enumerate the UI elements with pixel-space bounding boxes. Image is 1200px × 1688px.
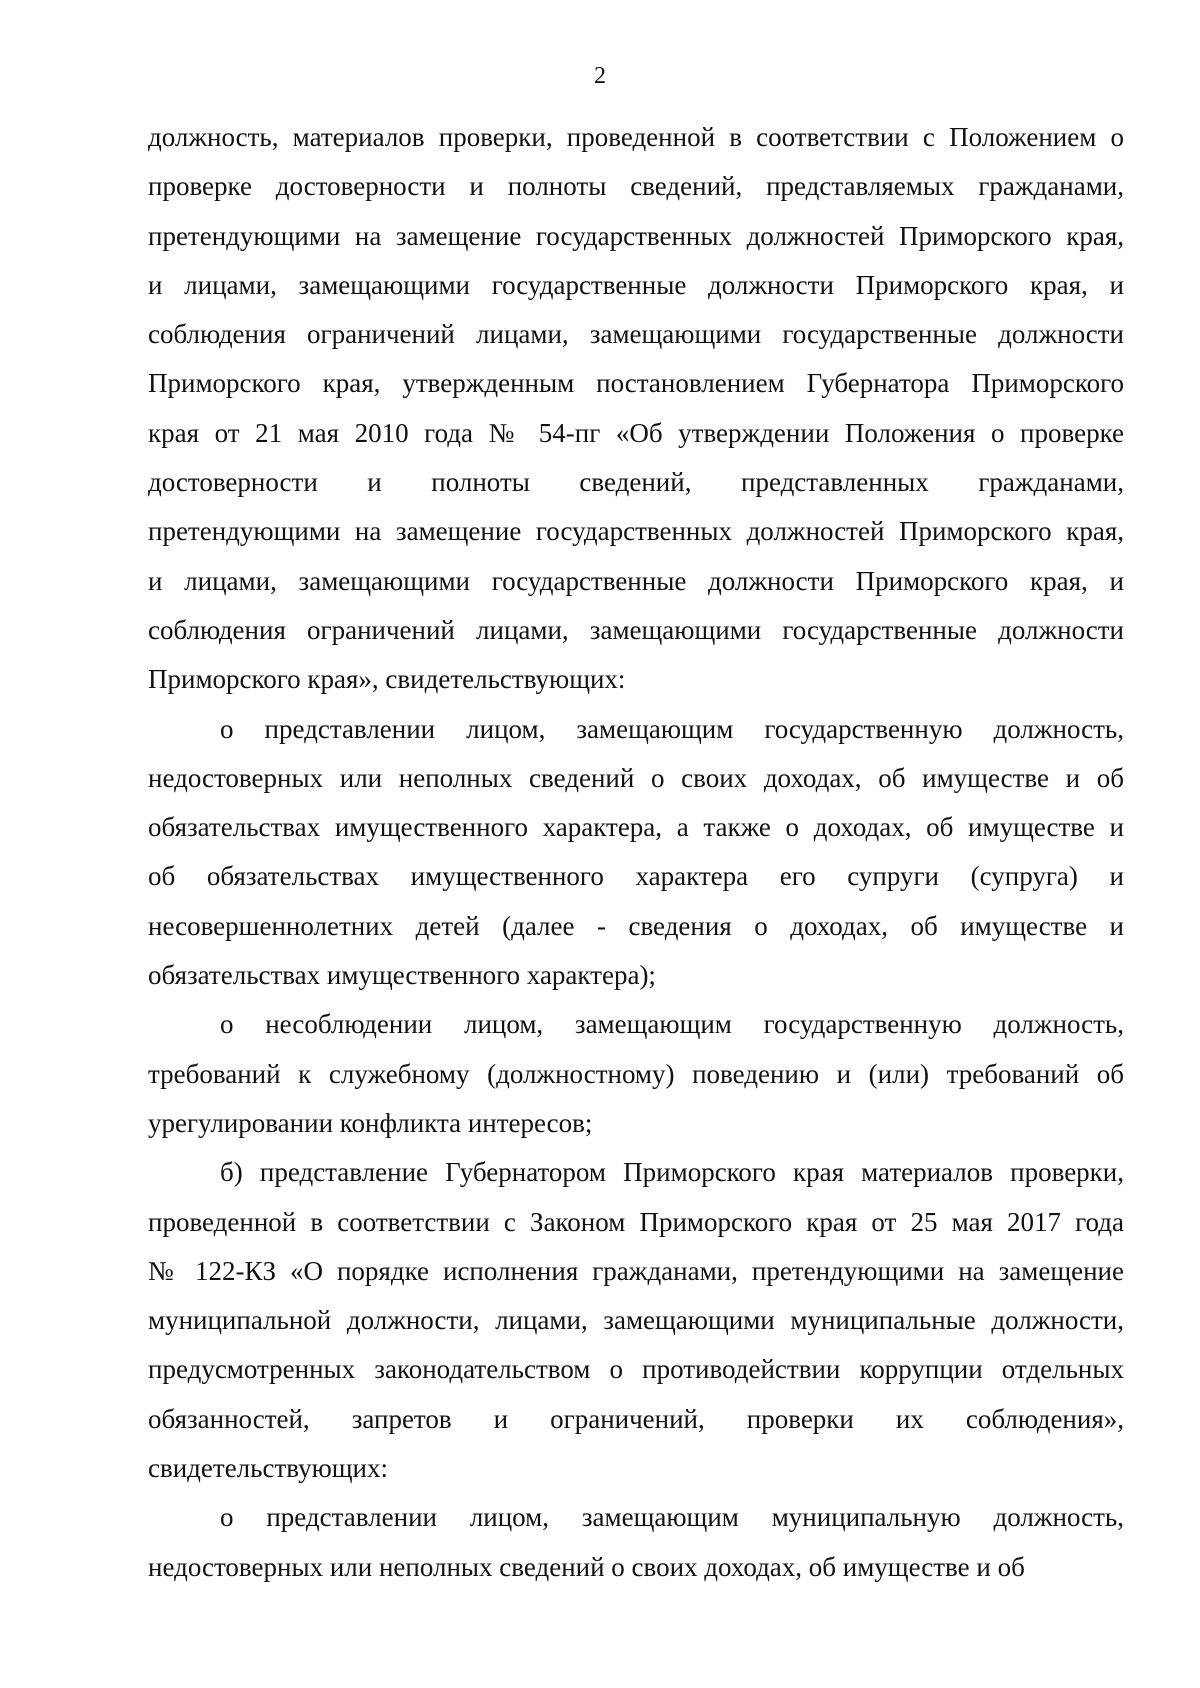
text-line: недостоверных или неполных сведений о своих доходах, об имуществе и об (148, 762, 1124, 793)
text-line: претендующими на замещение государственных должностей Приморского края, (148, 220, 1124, 251)
paragraph (148, 1000, 1124, 1148)
text-line: края от 21 мая 2010 года № 54-пг «Об утверждении Положения о проверке (148, 417, 1124, 448)
text-line: Приморского края, утвержденным постановлением Губернатора Приморского (148, 368, 1124, 399)
text-line: и лицами, замещающими государственные должности Приморского края, и (148, 565, 1124, 596)
text-line: недостоверных или неполных сведений о своих доходах, об имуществе и об (148, 1551, 1025, 1582)
page-number: 2 (594, 63, 606, 89)
text-line: об обязательствах имущественного характера его супруги (супруга) и (148, 861, 1124, 892)
text-line: проверке достоверности и полноты сведений, представляемых гражданами, (148, 171, 1124, 202)
text-line: должность, материалов проверки, проведенной в соответствии с Положением о (148, 122, 1124, 152)
text-line: урегулировании конфликта интересов; (148, 1107, 593, 1138)
text-line: соблюдения ограничений лицами, замещающими государственные должности (148, 614, 1124, 645)
text-line: № 122-КЗ «О порядке исполнения гражданами, претендующими на замещение (148, 1255, 1124, 1286)
text-line: соблюдения ограничений лицами, замещающими государственные должности (148, 319, 1124, 350)
text-line: свидетельствующих: (148, 1453, 388, 1484)
document-body (148, 113, 1124, 1592)
text-line: о несоблюдении лицом, замещающим государственную должность, (220, 1009, 1124, 1040)
text-line: обязательствах имущественного характера); (148, 960, 656, 991)
text-line: о представлении лицом, замещающим муниципальную должность, (220, 1502, 1124, 1533)
paragraph (148, 705, 1124, 1001)
text-line: предусмотренных законодательством о противодействии коррупции отдельных (148, 1354, 1124, 1385)
text-line: требований к служебному (должностному) поведению и (или) требований об (148, 1058, 1124, 1089)
text-line: Приморского края», свидетельствующих: (148, 664, 626, 695)
text-line: муниципальной должности, лицами, замещающими муниципальные должности, (148, 1305, 1124, 1336)
paragraph (148, 1148, 1124, 1493)
text-line: несовершеннолетних детей (далее - сведения о доходах, об имуществе и (148, 910, 1124, 941)
text-line: обязанностей, запретов и ограничений, проверки их соблюдения», (148, 1403, 1124, 1434)
text-line: достоверности и полноты сведений, представленных гражданами, (148, 467, 1124, 498)
text-line: и лицами, замещающими государственные должности Приморского края, и (148, 269, 1124, 300)
paragraph (148, 1493, 1124, 1592)
text-line: б) представление Губернатором Приморского края материалов проверки, (220, 1157, 1124, 1188)
text-line: претендующими на замещение государственных должностей Приморского края, (148, 516, 1124, 547)
text-line: обязательствах имущественного характера, а также о доходах, об имуществе и (148, 812, 1124, 843)
paragraph (148, 113, 1124, 705)
text-line: проведенной в соответствии с Законом Приморского края от 25 мая 2017 года (148, 1206, 1124, 1237)
text-line: о представлении лицом, замещающим государственную должность, (220, 713, 1124, 744)
